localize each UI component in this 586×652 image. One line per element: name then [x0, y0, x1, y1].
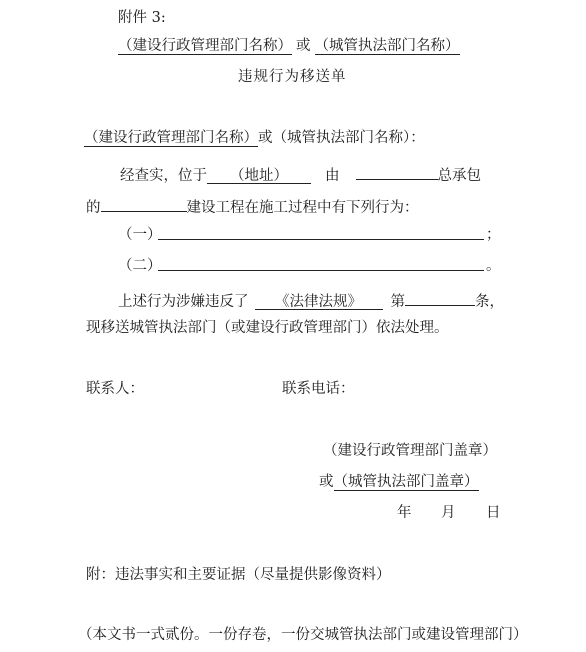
item-1-end: ；	[486, 227, 501, 243]
item-2-label: （二）	[118, 258, 162, 274]
project-blank[interactable]	[101, 194, 187, 212]
item-2-end: 。	[486, 258, 501, 274]
date-year: 年	[397, 505, 412, 521]
contractor-blank[interactable]	[356, 162, 438, 180]
copies-note: （本文书一式贰份。一份存卷，一份交城管执法部门或建设管理部门）	[78, 627, 528, 643]
title-dept-construction: （建设行政管理部门名称）	[118, 38, 292, 54]
urban-seal-label: （城管执法部门盖章）	[333, 474, 479, 490]
line2-text-a: 的	[86, 200, 101, 216]
line1-text-b: 由	[325, 168, 340, 184]
attachment-label: 附件 3:	[118, 10, 166, 26]
law-blank[interactable]	[255, 292, 383, 310]
line1-text-a: 经查实，位于	[120, 168, 207, 184]
addressee-urban: （城管执法部门名称）：	[272, 130, 425, 146]
addressee-construction: （建设行政管理部门名称）	[84, 130, 258, 146]
addressee-or: 或	[258, 130, 273, 146]
seal-or: 或	[319, 474, 334, 490]
urban-seal-line	[319, 472, 479, 492]
item-2-blank[interactable]	[158, 253, 484, 271]
title-or: 或	[296, 38, 311, 54]
paragraph-line-6: 现移送城管执法部门（或建设行政管理部门）依法处理。	[86, 320, 449, 336]
date-month: 月	[441, 505, 456, 521]
paragraph-line-2	[86, 194, 419, 218]
addressee	[84, 128, 425, 148]
address-placeholder: （地址）	[230, 168, 288, 184]
line5-text-c: 条，	[475, 294, 504, 310]
title-departments	[118, 36, 460, 56]
item-1-label: （一）	[118, 227, 162, 243]
paragraph-line-1	[120, 162, 481, 186]
line1-text-c: 总承包	[437, 168, 481, 184]
construction-seal-label: （建设行政管理部门盖章）	[323, 443, 497, 459]
law-placeholder: 《法律法规》	[275, 294, 362, 310]
line5-text-b: 第	[390, 294, 405, 310]
contact-person-label: 联系人：	[86, 381, 144, 397]
paragraph-line-5	[118, 288, 504, 312]
item-1-blank[interactable]	[158, 222, 484, 240]
article-blank[interactable]	[405, 288, 475, 306]
line5-text-a: 上述行为涉嫌违反了	[118, 294, 249, 310]
address-blank[interactable]	[207, 166, 311, 184]
line2-text-b: 建设工程在施工过程中有下列行为：	[186, 200, 419, 216]
attachment-note: 附：违法事实和主要证据（尽量提供影像资料）	[86, 567, 391, 583]
date-day: 日	[486, 505, 501, 521]
title-dept-urban: （城管执法部门名称）	[314, 38, 460, 54]
contact-phone-label: 联系电话：	[282, 381, 355, 397]
form-title: 违规行为移送单	[238, 69, 347, 85]
